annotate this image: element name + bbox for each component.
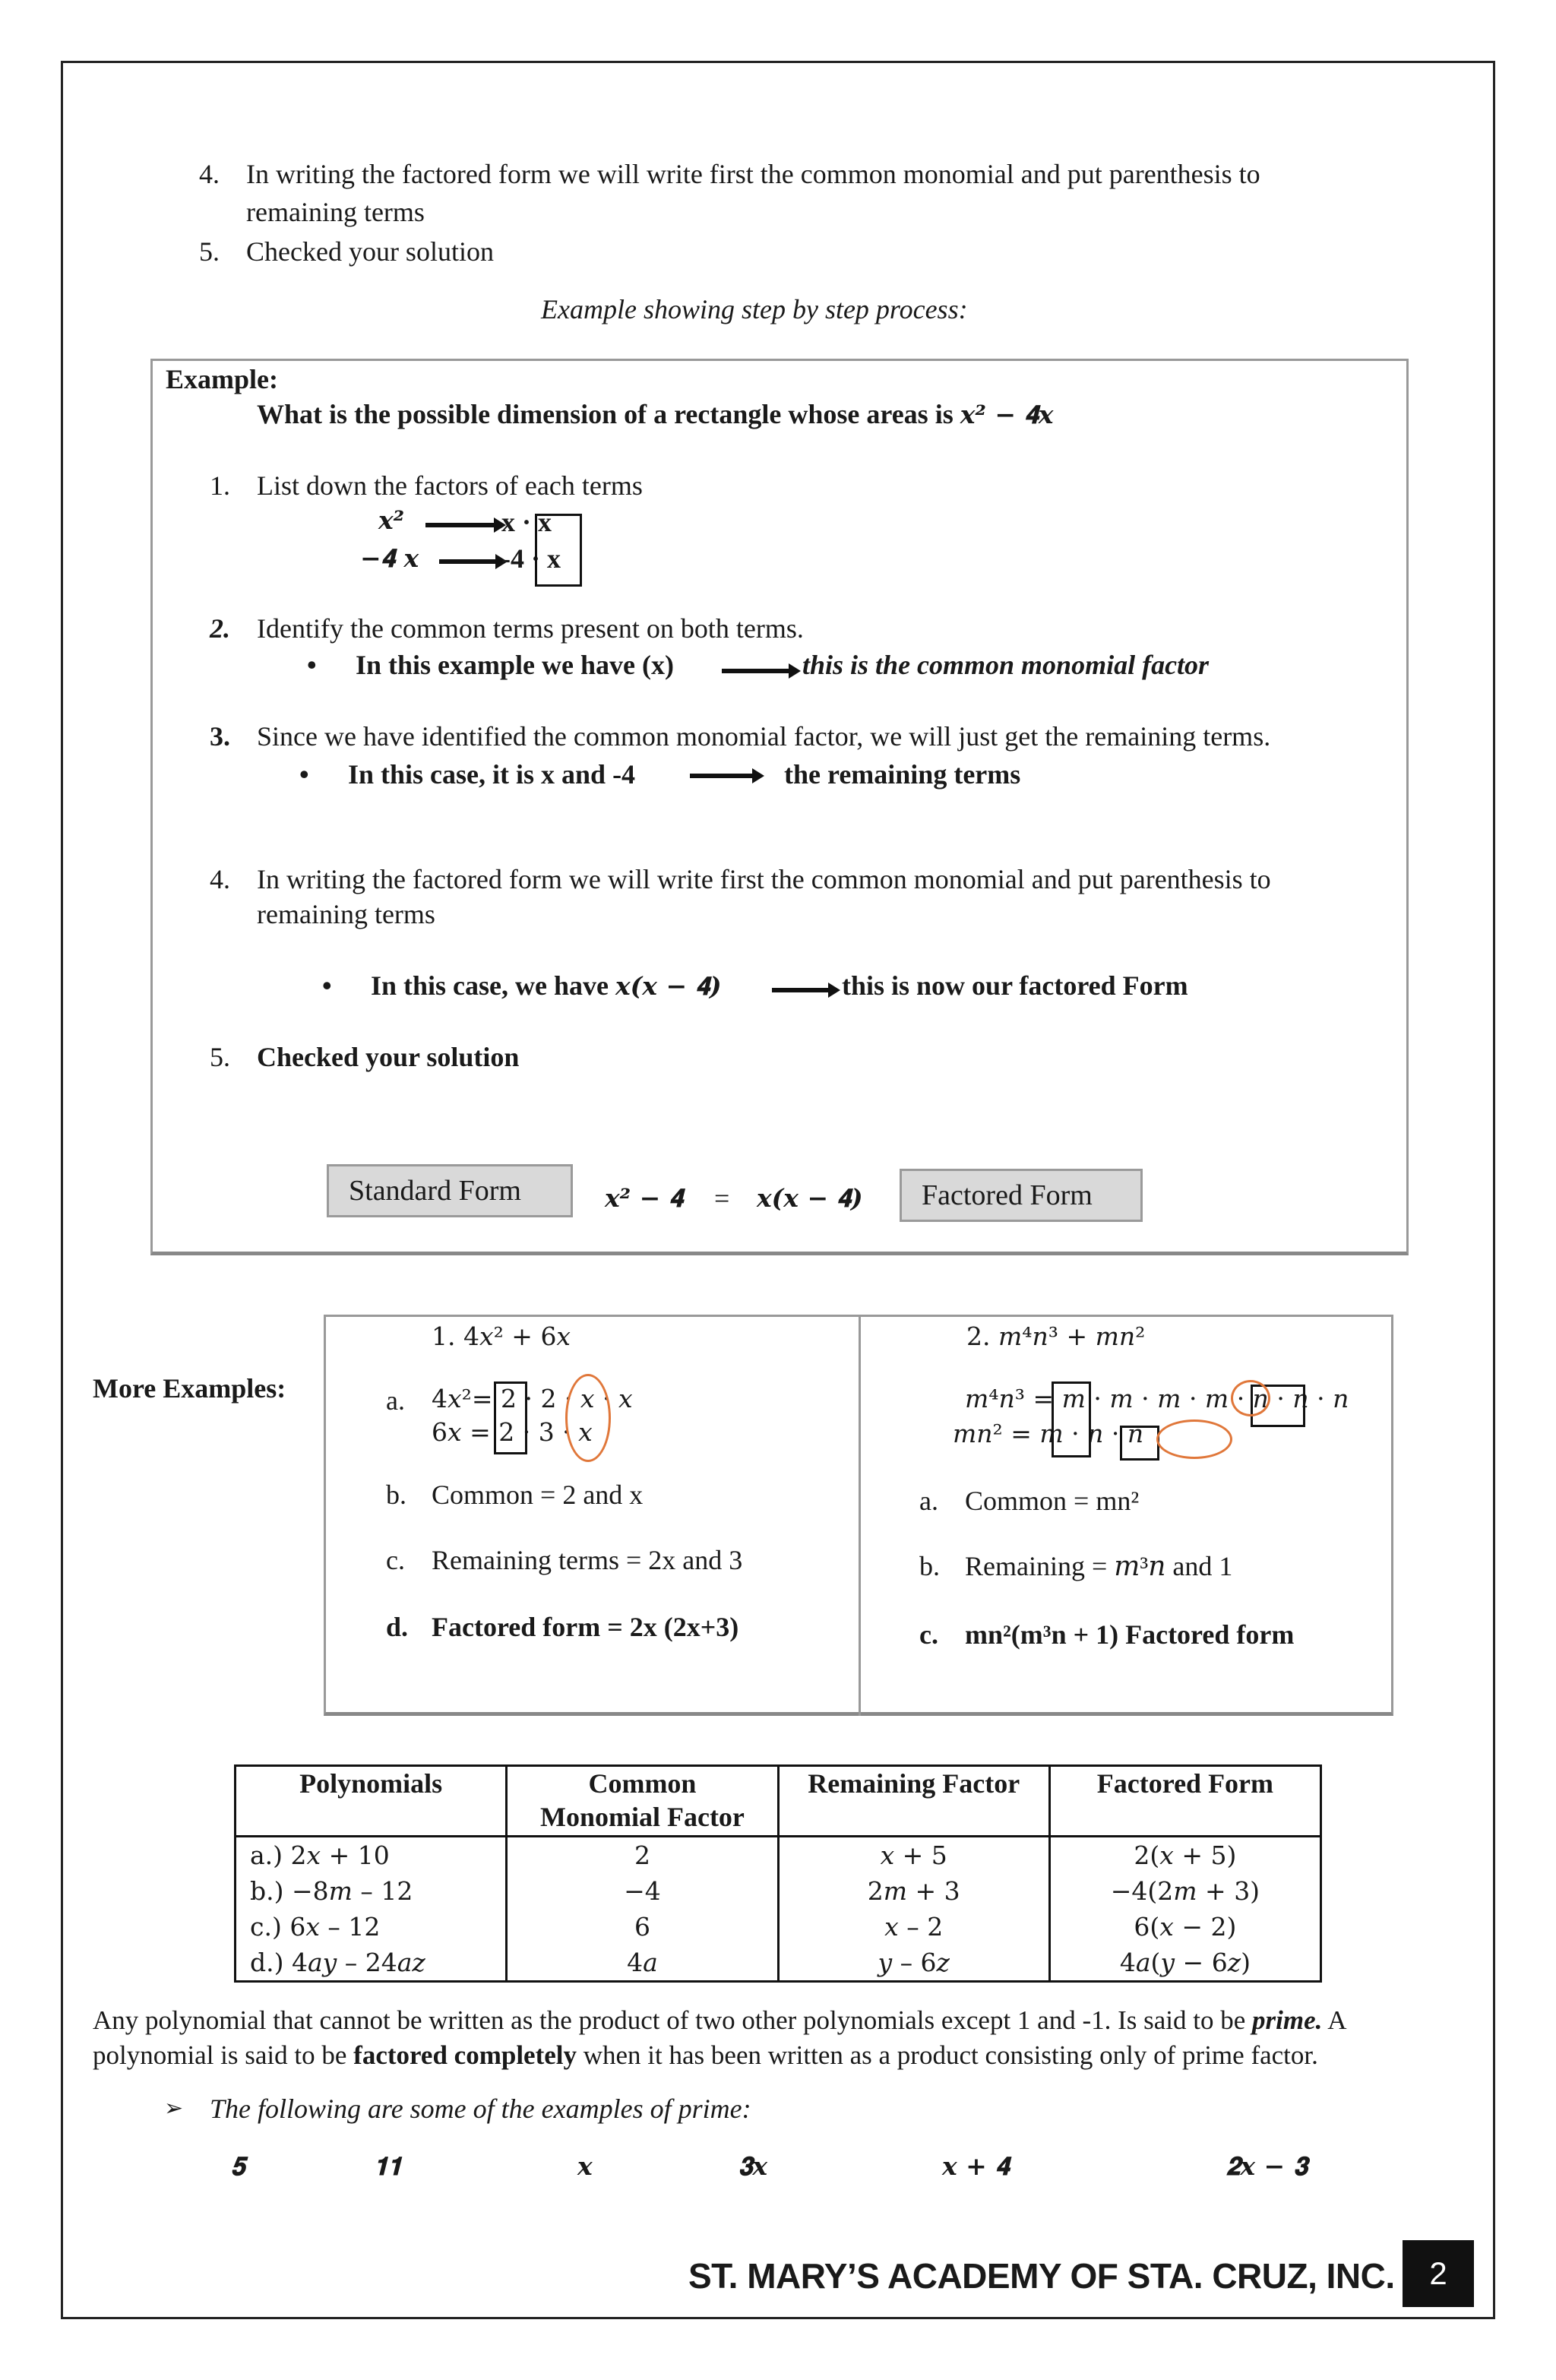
prime-example: 𝟑𝒙: [738, 2151, 768, 2181]
table-cell: a.) 2𝑥 + 10: [236, 1837, 507, 1874]
factored-expression: 𝒙(𝒙 − 𝟒): [757, 1183, 863, 1213]
table-cell: 𝑦 – 6𝑧: [778, 1945, 1049, 1982]
table-cell: 4𝑎(𝑦 − 6𝑧): [1049, 1945, 1320, 1982]
factor-list-2: -4 · x: [501, 543, 561, 574]
arrow-bullet-icon: ➢: [164, 2095, 184, 2122]
common-factor-box: [535, 514, 582, 587]
step2-num: 2.: [210, 613, 230, 644]
common-factor-circle: [1156, 1419, 1232, 1459]
column-header: Polynomials: [236, 1766, 507, 1837]
table-row: [236, 1909, 1321, 1945]
equals-sign: =: [714, 1183, 730, 1214]
table-cell: 𝑥 – 2: [778, 1909, 1049, 1945]
table-cell: 2: [507, 1837, 778, 1874]
intro-step-4-line2: remaining terms: [246, 197, 425, 227]
step2-text: Identify the common terms present on both terms.: [257, 613, 804, 644]
step1-text: List down the factors of each terms: [257, 470, 643, 501]
arrow-icon: [690, 774, 754, 778]
caption: Example showing step by step process:: [541, 294, 968, 324]
step3-text: Since we have identified the common monomial factor, we will just get the remaining terms.: [257, 721, 1271, 752]
left-b-label: b.: [386, 1480, 406, 1510]
left-a-line2: 6𝑥 = 2 · 3 · 𝑥: [432, 1417, 593, 1447]
step1-num: 1.: [210, 470, 230, 501]
example-heading: Example:: [166, 364, 278, 394]
factor-term-1: 𝒙²: [378, 505, 405, 535]
right-a-label: a.: [919, 1486, 938, 1516]
common-factor-box: [494, 1381, 527, 1454]
prime-definition-line1: Any polynomial that cannot be written as the product of two other polynomials except 1 and -1. Is said to be prime. A: [93, 2005, 1347, 2035]
common-factor-circle: [1231, 1380, 1270, 1416]
left-d-label: d.: [386, 1612, 409, 1642]
intro-step-4-num: 4.: [199, 159, 220, 189]
right-a-text: Common = mn²: [965, 1486, 1140, 1516]
step4-num: 4.: [210, 864, 230, 894]
factoring-table: [234, 1764, 1322, 1983]
question-expression: 𝒙² − 𝟒𝒙: [960, 400, 1054, 429]
arrow-icon: [439, 559, 497, 564]
step3-bullet: • In this case, it is x and -4: [348, 757, 635, 792]
step2-bullet: • In this example we have (x): [356, 647, 674, 682]
factored-form-label: Factored Form: [900, 1169, 1143, 1222]
right-c-label: c.: [919, 1619, 938, 1650]
right-c-text: mn²(m³n + 1) Factored form: [965, 1619, 1295, 1650]
column-header: [507, 1766, 778, 1837]
column-header: Factored Form: [1049, 1766, 1320, 1837]
factor-list-1: x · x: [501, 507, 552, 537]
prime-example: 𝟐𝒙 − 𝟑: [1226, 2151, 1308, 2181]
table-row: [236, 1945, 1321, 1982]
standard-expression: 𝒙² − 𝟒: [605, 1183, 684, 1213]
prime-example: 𝒙: [577, 2151, 593, 2181]
right-example-title: 2. 𝑚⁴𝑛³ + 𝑚𝑛²: [966, 1321, 1146, 1351]
intro-step-4-line1: In writing the factored form we will write first the common monomial and put parenthesis to: [246, 159, 1260, 189]
more-examples-label: More Examples:: [93, 1373, 286, 1404]
school-name: ST. MARY’S ACADEMY OF STA. CRUZ, INC.: [688, 2256, 1395, 2296]
right-b-text: Remaining = 𝑚³𝑛 and 1: [965, 1551, 1233, 1581]
table-cell: b.) −8𝑚 – 12: [236, 1873, 507, 1909]
step4-bullet: • In this case, we have 𝒙(𝒙 − 𝟒): [371, 968, 722, 1004]
table-cell: 6: [507, 1909, 778, 1945]
left-b-text: Common = 2 and x: [432, 1480, 644, 1510]
intro-step-5-text: Checked your solution: [246, 236, 494, 267]
step4-expression: 𝒙(𝒙 − 𝟒): [615, 971, 722, 1001]
example-question: What is the possible dimension of a rectangle whose areas is 𝒙² − 𝟒𝒙: [257, 399, 1054, 429]
step4-line2: remaining terms: [257, 899, 435, 929]
step5-num: 5.: [210, 1042, 230, 1072]
prime-example: 𝟓: [231, 2151, 245, 2181]
table-cell: 4𝑎: [507, 1945, 778, 1982]
table-cell: 2𝑚 + 3: [778, 1873, 1049, 1909]
right-line2: 𝑚𝑛² = 𝑚 · 𝑛 · 𝑛: [953, 1419, 1144, 1448]
common-factor-box: [1120, 1426, 1159, 1461]
left-example-title: 1. 4𝑥² + 6𝑥: [432, 1321, 571, 1351]
left-a-line1: 4𝑥²= 2 · 2 · 𝑥 · 𝑥: [432, 1384, 633, 1413]
table-cell: −4(2𝑚 + 3): [1049, 1873, 1320, 1909]
prime-definition-line2: polynomial is said to be factored completely when it has been written as a product consisting only of prime factor.: [93, 2040, 1318, 2070]
arrow-icon: [425, 523, 495, 527]
step3-note: the remaining terms: [784, 759, 1021, 790]
intro-step-5-num: 5.: [199, 236, 220, 267]
column-header: Remaining Factor: [778, 1766, 1049, 1837]
step4-line1: In writing the factored form we will write first the common monomial and put parenthesis to: [257, 864, 1271, 894]
table-cell: c.) 6𝑥 – 12: [236, 1909, 507, 1945]
table-cell: 2(𝑥 + 5): [1049, 1837, 1320, 1874]
step4-note: this is now our factored Form: [842, 970, 1188, 1001]
prime-examples-intro: The following are some of the examples of prime:: [210, 2094, 751, 2124]
prime-example: 𝒙 + 𝟒: [942, 2151, 1010, 2181]
table-cell: d.) 4𝑎𝑦 – 24𝑎𝑧: [236, 1945, 507, 1982]
header-line: Monomial Factor: [539, 1802, 745, 1832]
step5-text: Checked your solution: [257, 1042, 520, 1072]
table-cell: 6(𝑥 − 2): [1049, 1909, 1320, 1945]
table-row: [236, 1837, 1321, 1874]
arrow-icon: [772, 988, 830, 992]
left-d-text: Factored form = 2x (2x+3): [432, 1612, 739, 1642]
step2-note: this is the common monomial factor: [802, 650, 1210, 680]
left-a-label: a.: [386, 1385, 405, 1416]
left-c-label: c.: [386, 1545, 405, 1575]
table-row: [236, 1873, 1321, 1909]
prime-example: 𝟏𝟏: [374, 2151, 402, 2181]
common-factor-circle: [565, 1374, 611, 1462]
factor-term-2: −𝟒 𝒙: [360, 543, 419, 573]
left-c-text: Remaining terms = 2x and 3: [432, 1545, 743, 1575]
more-examples-divider: [859, 1315, 861, 1716]
arrow-icon: [722, 669, 790, 673]
right-line1: 𝑚⁴𝑛³ = 𝑚 · 𝑚 · 𝑚 · 𝑚 · 𝑛 · 𝑛 · 𝑛: [965, 1384, 1349, 1413]
right-b-label: b.: [919, 1551, 940, 1581]
page-number: 2: [1403, 2240, 1474, 2307]
standard-form-label: Standard Form: [327, 1164, 573, 1217]
header-line: Common: [588, 1768, 697, 1799]
common-factor-box: [1052, 1381, 1091, 1457]
table-cell: −4: [507, 1873, 778, 1909]
table-cell: 𝑥 + 5: [778, 1837, 1049, 1874]
step3-num: 3.: [210, 721, 230, 752]
